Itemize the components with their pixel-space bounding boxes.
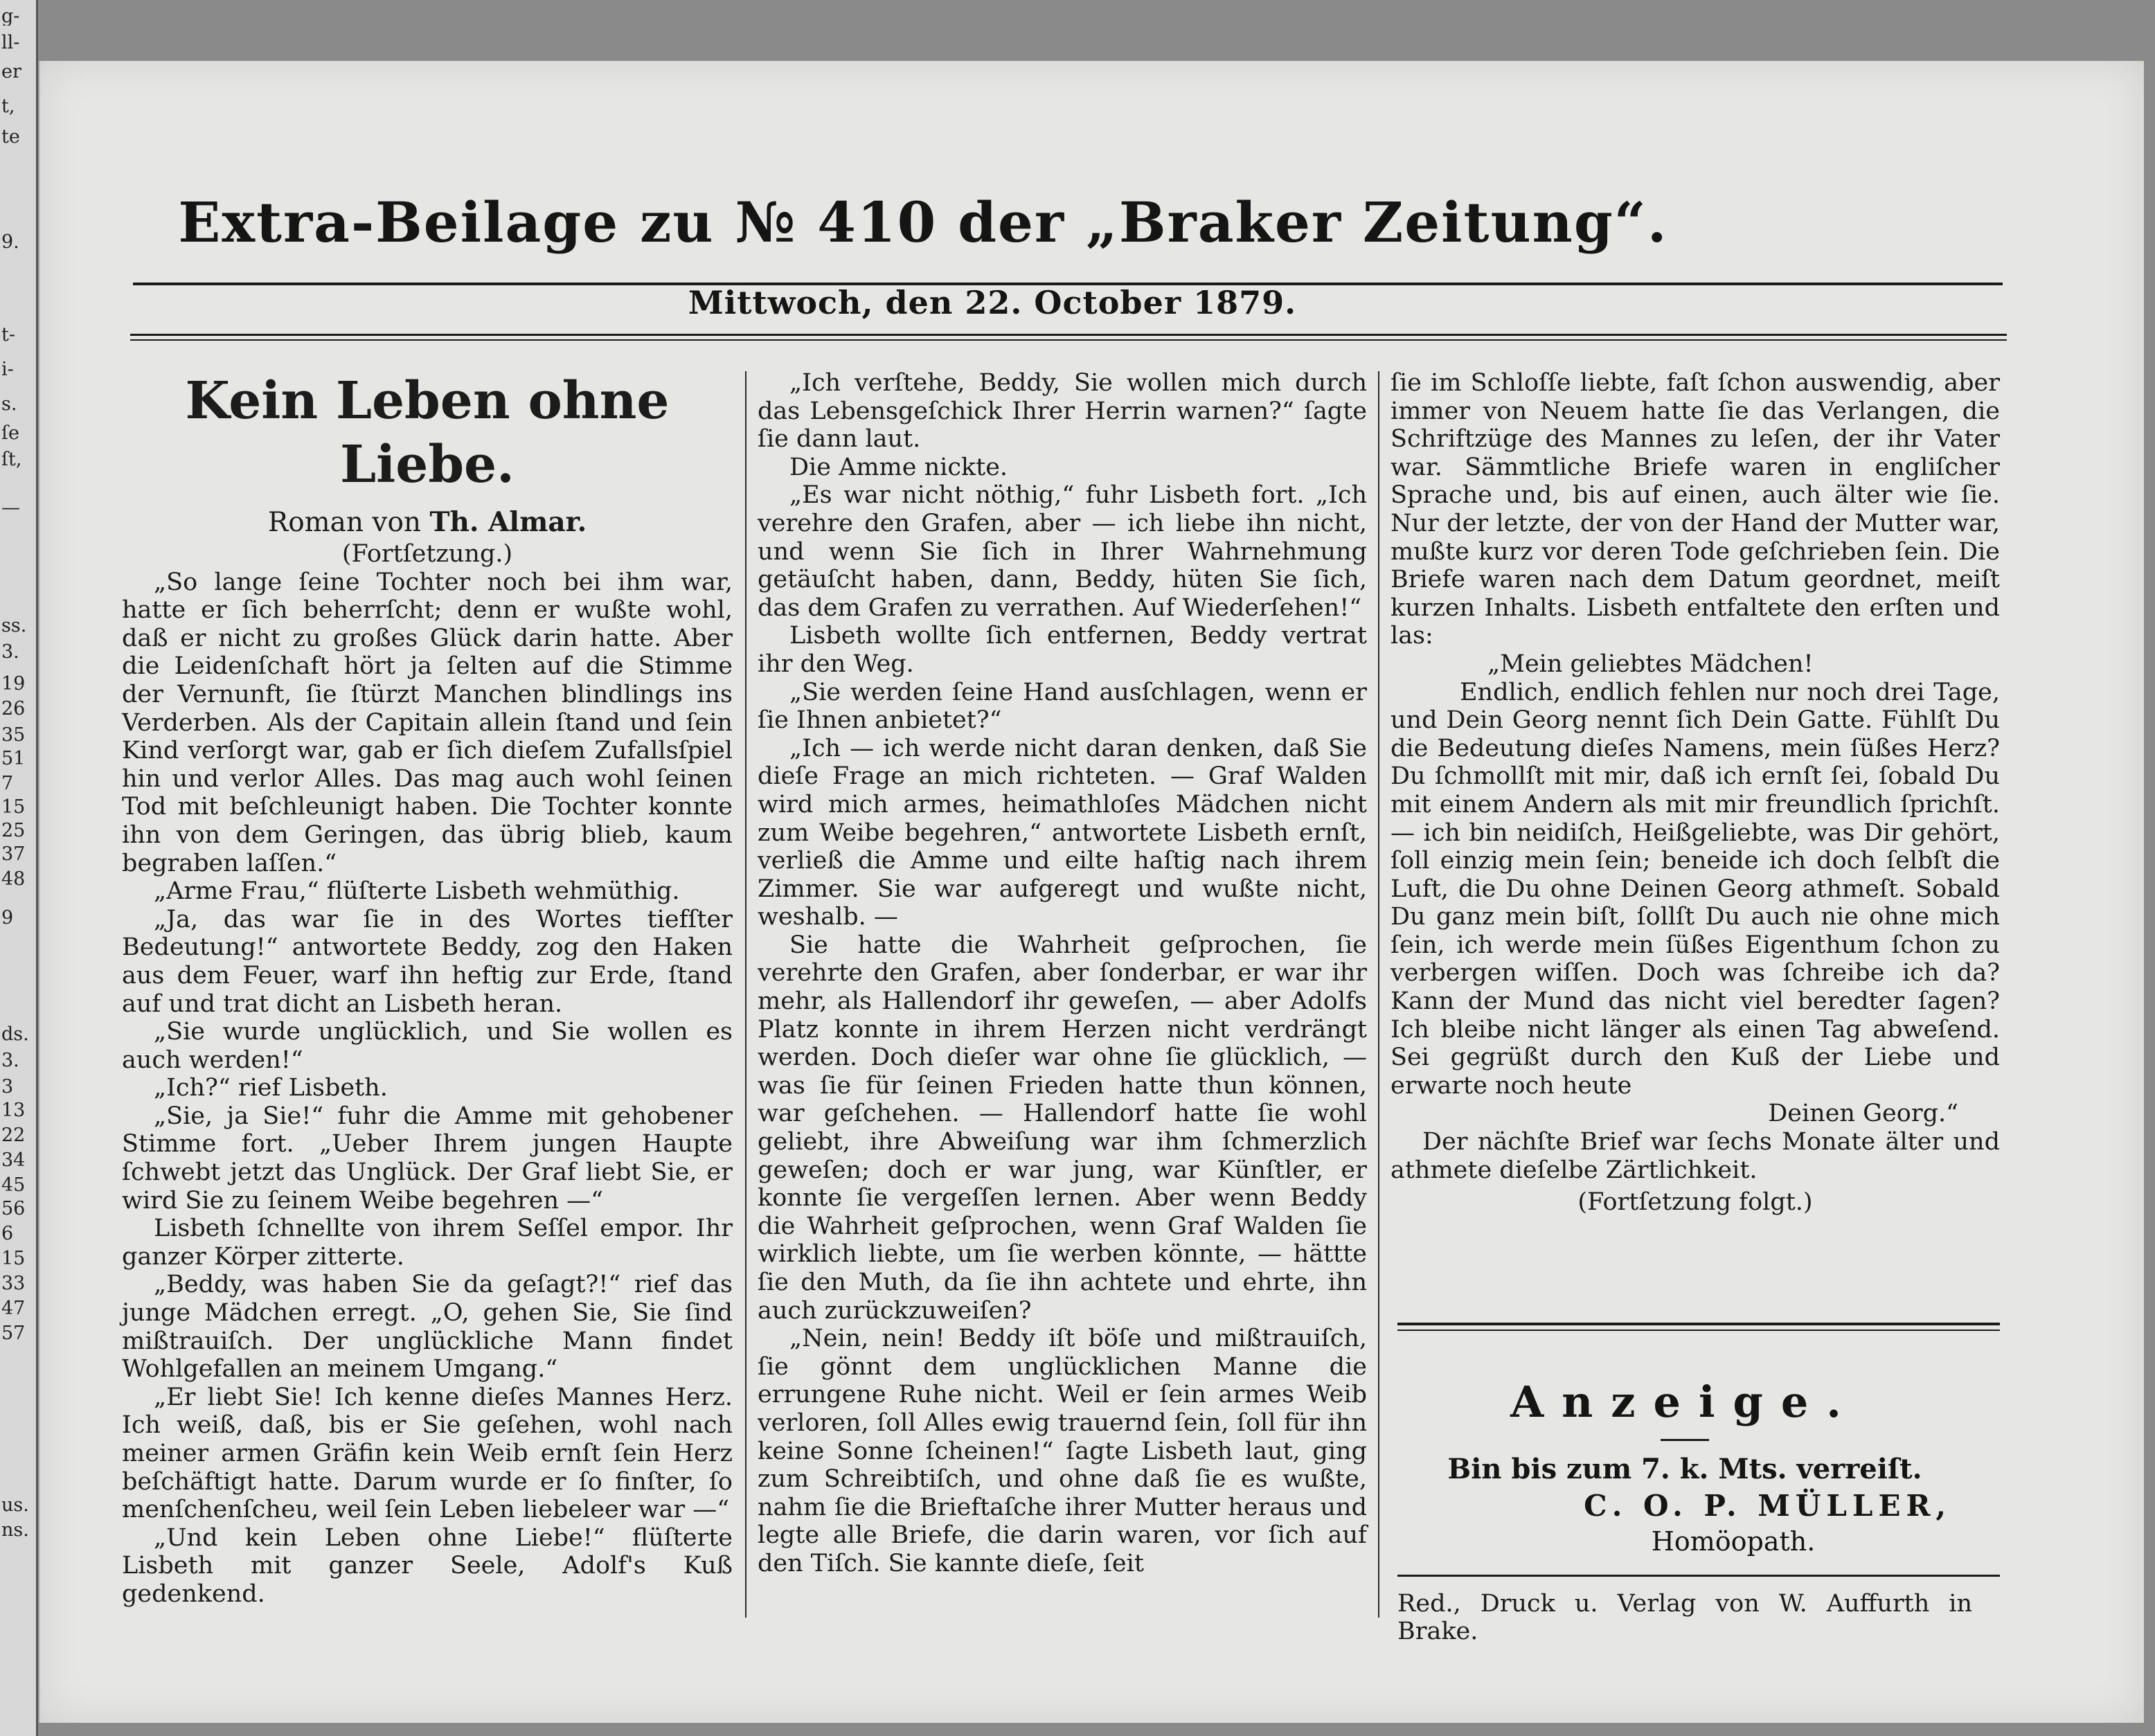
paragraph: „Nein, nein! Beddy iſt böſe und mißtrauiſch, ſie gönnt dem unglücklichen Manne die errungene Ruhe nicht. Weil er ſein armes Weib verloren, ſoll Alles ewig trauernd ſein, ſoll für ihn keine Sonne ſcheinen!“ ſagte Lisbeth laut, ging zum Schreibtiſch, und ohne daß ſie es wußte, nahm ſie die Brieftaſche ihrer Mutter heraus und legte alle Briefe, die darin waren, vor ſich auf den Tiſch. Sie kannte dieſe, ſeit xyxy=(758,1325,1367,1577)
paragraph: „So lange ſeine Tochter noch bei ihm war, hatte er ſich beherrſcht; denn er wußte wohl, daß er nicht zu großes Glück darin hatte. Aber die Leidenſchaft hört ja ſelten auf die Stimme der Vernunft, ſie ſtürzt Manchen blindlings ins Verderben. Als der Capitain allein ſtand und ſein Kind verſorgt war, gab er ſich dieſem Zufallsſpiel hin und verlor Alles. Das mag auch wohl ſeinen Tod mit beſchleunigt haben. Die Tochter konnte ihn von dem Geringen, das übrig blieb, kaum begraben laſſen.“ xyxy=(122,568,733,877)
margin-fragment: ds. xyxy=(1,1025,29,1044)
letter-signature: Deinen Georg.“ xyxy=(1768,1100,1958,1128)
byline-prefix: Roman von xyxy=(267,507,422,538)
ad-rule-top-thin xyxy=(1397,1330,2000,1331)
margin-fragment: 45 xyxy=(1,1176,26,1194)
margin-fragment: — xyxy=(1,499,20,517)
imprint: Red., Druck u. Verlag von W. Auffurth in Brake. xyxy=(1397,1590,1972,1645)
margin-fragment: 6 xyxy=(1,1224,14,1243)
margin-fragment: g- xyxy=(1,7,20,26)
column-divider-2 xyxy=(1378,371,1379,1618)
column-divider-1 xyxy=(745,371,746,1618)
margin-fragment: ll- xyxy=(1,33,20,52)
margin-fragment: 9 xyxy=(1,909,14,927)
paragraph: Lisbeth wollte ſich entfernen, Beddy vertrat ihr den Weg. xyxy=(758,622,1367,678)
paragraph: „Ich verſtehe, Beddy, Sie wollen mich durch das Lebensgeſchick Ihrer Herrin warnen?“ ſagte ſie dann laut. xyxy=(758,369,1367,454)
paragraph: Lisbeth ſchnellte von ihrem Seſſel empor. Ihr ganzer Körper zitterte. xyxy=(122,1215,733,1271)
paragraph: Der nächſte Brief war ſechs Monate älter und athmete dieſelbe Zärtlichkeit. xyxy=(1391,1128,2000,1184)
margin-fragment: 15 xyxy=(1,1249,26,1268)
story-continuation: (Fortſetzung.) xyxy=(341,540,513,568)
ad-rule-top xyxy=(1397,1323,2000,1325)
paragraph: „Und kein Leben ohne Liebe!“ flüſterte Lisbeth mit ganzer Seele, Adolf's Kuß gedenkend. xyxy=(122,1523,733,1608)
story-author: Th. Almar. xyxy=(429,506,587,538)
paragraph: ſie im Schloſſe liebte, faſt ſchon auswendig, aber immer von Neuem hatte ſie das Verlangen, die Schriftzüge des Mannes zu leſen, der ihr Vater war. Sämmtliche Briefe waren in engliſcher Sprache und, bis auf einen, auch älter wie ſie. Nur der letzte, der von der Hand der Mutter war, mußte kurz vor deren Tode geſchrieben ſein. Die Briefe waren nach dem Datum geordnet, meiſt kurzen Inhalts. Lisbeth entfaltete den erſten und las: xyxy=(1391,369,2000,650)
masthead-title: Extra-Beilage zu № 410 der „Braker Zeitung“. xyxy=(178,190,1668,255)
paragraph: „Er liebt Sie! Ich kenne dieſes Mannes Herz. Ich weiß, daß, bis er Sie geſehen, wohl nach meiner armen Gräfin kein Weib ernſt ſein Herz beſchäftigt hatte. Darum wurde er ſo finſter, ſo menſchenſcheu, weil ſein Leben liebeleer war —“ xyxy=(122,1383,733,1524)
margin-fragment: te xyxy=(1,127,20,146)
margin-fragment: 33 xyxy=(1,1274,26,1293)
margin-fragment: i- xyxy=(1,360,14,379)
ad-line-3: Homöopath. xyxy=(1651,1526,1816,1557)
dateline-rule-top xyxy=(130,334,2007,336)
newspaper-page xyxy=(39,61,2144,1723)
paragraph: „Sie werden ſeine Hand ausſchlagen, wenn er ſie Ihnen anbietet?“ xyxy=(758,678,1367,735)
margin-fragment: 35 xyxy=(1,726,26,744)
dateline-rule-bottom xyxy=(130,339,2007,341)
paragraph: „Es war nicht nöthig,“ fuhr Lisbeth fort. „Ich verehre den Grafen, aber — ich liebe ihn nicht, und wenn Sie ſich in Ihrer Wahrnehmung getäuſcht haben, dann, Beddy, hüten Sie ſich, das dem Grafen zu verrathen. Auf Wiederſehen!“ xyxy=(758,481,1367,622)
margin-fragment: 15 xyxy=(1,798,26,816)
ad-advertiser-name: C. O. P. MÜLLER, xyxy=(1584,1489,1951,1523)
paragraph: „Ich?“ rief Lisbeth. xyxy=(154,1074,388,1102)
ad-heading: Anzeige. xyxy=(1510,1377,1859,1427)
margin-fragment: 25 xyxy=(1,821,26,840)
margin-fragment: 3. xyxy=(1,1051,19,1070)
margin-fragment: ns. xyxy=(1,1521,29,1539)
story-title: Kein Leben ohne Liebe. xyxy=(185,371,670,494)
margin-fragment: 19 xyxy=(1,674,26,693)
margin-fragment: ſt, xyxy=(1,450,22,469)
letter-body: Endlich, endlich fehlen nur noch drei Tage, und Dein Georg nennt ſich Dein Gatte. Fühlſt Du die Bedeutung dieſes Namens, mein ſüßes Herz? Du ſchmollſt mit mir, daß ich ernſt ſei, ſobald Du mit einem Andern als mit mir freundlich ſprichſt. — ich bin neidiſch, Heißgeliebte, was Dir gehört, ſoll einzig mein ſein; beneide ich doch ſelbſt die Luft, die Du ohne Deinen Georg athmeſt. Sobald Du ganz mein biſt, ſollſt Du auch nie ohne mich ſein, ich werde mein ſüßes Eigenthum ſchon zu verbergen wiſſen. Doch was ſchreibe ich da? Kann der Mund das nicht viel beredter ſagen? Ich bleibe nicht länger als einen Tag abweſend. Sei gegrüßt durch den Kuß der Liebe und erwarte noch heute xyxy=(1391,678,2000,1100)
margin-fragment: 26 xyxy=(1,699,26,718)
letter-salutation: „Mein geliebtes Mädchen! xyxy=(1487,650,1814,678)
paragraph: Sie hatte die Wahrheit geſprochen, ſie verehrte den Grafen, aber ſonderbar, er war ihr mehr, als Hallendorf ihr geweſen, — aber Adolfs Platz konnte in ihrem Herzen nicht verdrängt werden. Doch dieſer war ohne ſie glücklich, — was ſie für ſeinen Frieden hatte thun können, war geſchehen. — Hallendorf hatte ſie wohl geliebt, ihre Abweiſung war ihm ſchmerzlich geweſen; doch er war jung, war Künſtler, er konnte ſie vergeſſen lernen. Aber wenn Beddy die Wahrheit geſprochen, wenn Graf Walden ſie wirklich liebte, um ſie werben könnte, — hättte ſie den Muth, da ſie ihn achtete und ehrte, ihn auch zurückzuweiſen? xyxy=(758,931,1367,1325)
paragraph: „Sie, ja Sie!“ fuhr die Amme mit gehobener Stimme fort. „Ueber Ihrem jungen Haupte ſchwebt jetzt das Unglück. Der Graf liebt Sie, er wird Sie zu ſeinem Weibe begehren —“ xyxy=(122,1102,733,1215)
column-2 xyxy=(758,369,1367,1578)
adjacent-page-strip xyxy=(0,0,38,1736)
margin-fragment: ſe xyxy=(1,424,19,442)
paragraph: „Sie wurde unglücklich, und Sie wollen es auch werden!“ xyxy=(122,1018,733,1074)
margin-fragment: t- xyxy=(1,325,15,344)
margin-fragment: ss. xyxy=(1,616,27,635)
dateline: Mittwoch, den 22. October 1879. xyxy=(688,284,1297,321)
margin-fragment: 34 xyxy=(1,1151,26,1170)
margin-fragment: 22 xyxy=(1,1126,26,1145)
ad-heading-underline xyxy=(1661,1439,1709,1441)
margin-fragment: 3 xyxy=(1,1077,14,1096)
paragraph: „Ich — ich werde nicht daran denken, daß Sie dieſe Frage an mich richteten. — Graf Walden wird mich armes, heimathloſes Mädchen nicht zum Weibe begehren,“ antwortete Lisbeth ernſt, verließ die Amme und eilte haſtig nach ihrem Zimmer. Sie war aufgeregt und wußte nicht, weshalb. — xyxy=(758,734,1367,931)
paragraph: „Ja, das war ſie in des Wortes tiefſter Bedeutung!“ antwortete Beddy, zog den Haken aus dem Feuer, warf ihn heftig zur Erde, ſtand auf und trat dicht an Lisbeth heran. xyxy=(122,905,733,1018)
margin-fragment: 7 xyxy=(1,774,14,793)
paragraph: Die Amme nickte. xyxy=(789,453,1008,481)
margin-fragment: 48 xyxy=(1,870,26,888)
column-3 xyxy=(1391,369,2000,1217)
paragraph: „Beddy, was haben Sie da geſagt?!“ rief das junge Mädchen erregt. „O, gehen Sie, Sie ſind mißtrauiſch. Der unglückliche Mann findet Wohlgefallen an meinem Umgang.“ xyxy=(122,1271,733,1384)
continued-note: (Fortſetzung folgt.) xyxy=(1577,1188,1813,1217)
margin-fragment: 51 xyxy=(1,749,26,768)
paragraph: „Arme Frau,“ flüſterte Lisbeth wehmüthig. xyxy=(154,877,680,906)
margin-fragment: 9. xyxy=(1,233,19,251)
margin-fragment: s. xyxy=(1,395,17,413)
ad-line-1: Bin bis zum 7. k. Mts. verreiſt. xyxy=(1447,1453,1922,1485)
margin-fragment: t, xyxy=(1,97,15,116)
margin-fragment: 3. xyxy=(1,643,19,661)
margin-fragment: us. xyxy=(1,1496,29,1514)
column-1 xyxy=(122,369,733,1609)
margin-fragment: 57 xyxy=(1,1324,26,1343)
margin-fragment: 56 xyxy=(1,1199,26,1218)
margin-fragment: 13 xyxy=(1,1101,26,1120)
imprint-rule xyxy=(1397,1575,2000,1577)
margin-fragment: er xyxy=(1,62,21,81)
story-byline xyxy=(122,505,733,540)
margin-fragment: 47 xyxy=(1,1299,26,1318)
margin-fragment: 37 xyxy=(1,845,26,863)
